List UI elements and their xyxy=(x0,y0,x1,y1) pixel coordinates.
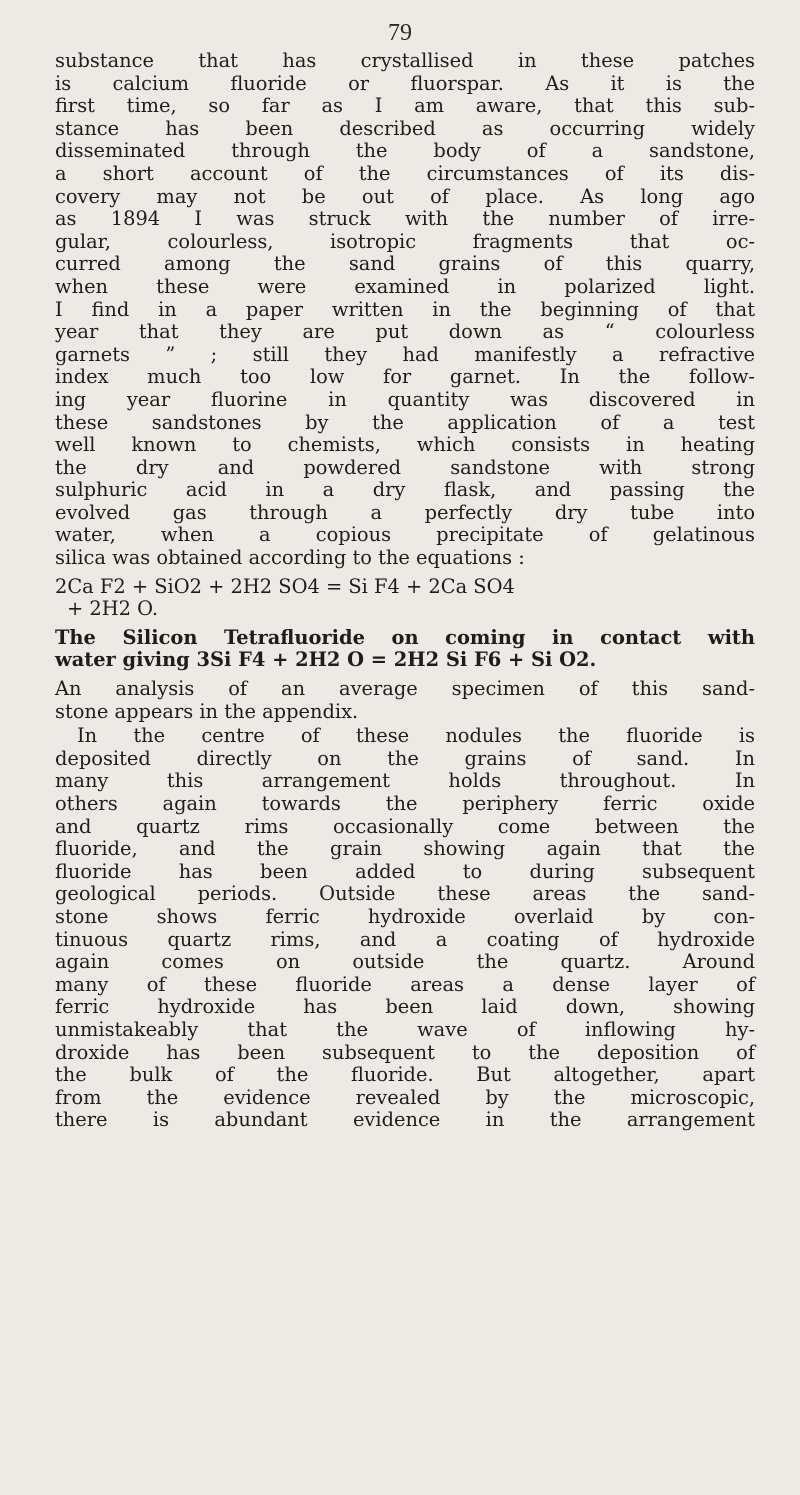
text-line: water giving 3Si F4 + 2H2 O = 2H2 Si F6 + Si O2. xyxy=(55,648,597,672)
text-line: stone shows ferric hydroxide overlaid by con- xyxy=(55,904,755,928)
text-line: I find in a paper written in the beginning of that xyxy=(55,297,755,321)
text-line: many of these fluoride areas a dense layer of xyxy=(55,972,755,996)
text-line: In the centre of these nodules the fluoride is xyxy=(77,724,755,748)
text-line: gular, colourless, isotropic fragments that oc- xyxy=(55,229,755,253)
text-line: year that they are put down as “ colourless xyxy=(55,320,755,344)
text-line: garnets ” ; still they had manifestly a refractive xyxy=(55,342,755,366)
text-line: unmistakeably that the wave of inflowing hy- xyxy=(55,1017,755,1041)
text-line: from the evidence revealed by the microscopic, xyxy=(55,1085,755,1109)
text-line: fluoride has been added to during subsequent xyxy=(55,859,755,883)
paragraph-2 xyxy=(55,627,755,672)
text-line: ing year fluorine in quantity was discovered in xyxy=(55,387,755,411)
text-line: covery may not be out of place. As long ago xyxy=(55,184,755,208)
text-line: again comes on outside the quartz. Around xyxy=(55,950,755,974)
text-line: ferric hydroxide has been laid down, showing xyxy=(55,995,755,1019)
text-line: a short account of the circumstances of its dis- xyxy=(55,161,755,185)
paragraph-1 xyxy=(55,50,755,570)
text-line: An analysis of an average specimen of this sand- xyxy=(55,677,755,701)
text-line: The Silicon Tetrafluoride on coming in contact with xyxy=(55,625,755,649)
text-line: silica was obtained according to the equations : xyxy=(55,546,525,570)
chemical-equation-1 xyxy=(55,576,755,621)
text-line: the bulk of the fluoride. But altogether, apart xyxy=(55,1063,755,1087)
text-line: as 1894 I was struck with the number of irre- xyxy=(55,207,755,231)
text-line: water, when a copious precipitate of gelatinous xyxy=(55,523,755,547)
text-line: fluoride, and the grain showing again that the xyxy=(55,837,755,861)
text-line: the dry and powdered sandstone with strong xyxy=(55,455,755,479)
text-line: deposited directly on the grains of sand. In xyxy=(55,746,755,770)
text-line: droxide has been subsequent to the deposition of xyxy=(55,1040,755,1064)
paragraph-4 xyxy=(55,725,755,1132)
body-text xyxy=(55,50,755,1132)
text-line: these sandstones by the application of a test xyxy=(55,410,755,434)
page-number: 79 xyxy=(388,20,412,46)
text-line: and quartz rims occasionally come between the xyxy=(55,814,755,838)
text-line: index much too low for garnet. In the follow- xyxy=(55,365,755,389)
text-line: many this arrangement holds throughout. In xyxy=(55,769,755,793)
text-line: geological periods. Outside these areas the sand- xyxy=(55,882,755,906)
text-line: evolved gas through a perfectly dry tube into xyxy=(55,500,755,524)
text-line: well known to chemists, which consists in heating xyxy=(55,433,755,457)
text-line: stance has been described as occurring widely xyxy=(55,116,755,140)
text-line: there is abundant evidence in the arrangement xyxy=(55,1108,755,1132)
text-line: stone appears in the appendix. xyxy=(55,699,359,723)
text-line: when these were examined in polarized light. xyxy=(55,274,755,298)
text-line: disseminated through the body of a sandstone, xyxy=(55,139,755,163)
text-line: others again towards the periphery ferric oxide xyxy=(55,792,755,815)
equation-line: + 2H2 O. xyxy=(67,597,159,621)
text-line: tinuous quartz rims, and a coating of hydroxide xyxy=(55,927,755,951)
text-line: curred among the sand grains of this quarry, xyxy=(55,252,755,276)
text-line: is calcium fluoride or fluorspar. As it is the xyxy=(55,71,755,95)
equation-line: 2Ca F2 + SiO2 + 2H2 SO4 = Si F4 + 2Ca SO4 xyxy=(55,574,515,598)
text-line: first time, so far as I am aware, that this sub- xyxy=(55,94,755,118)
text-line: substance that has crystallised in these patches xyxy=(55,49,755,72)
text-line: sulphuric acid in a dry flask, and passing the xyxy=(55,478,755,502)
paragraph-3 xyxy=(55,678,755,723)
